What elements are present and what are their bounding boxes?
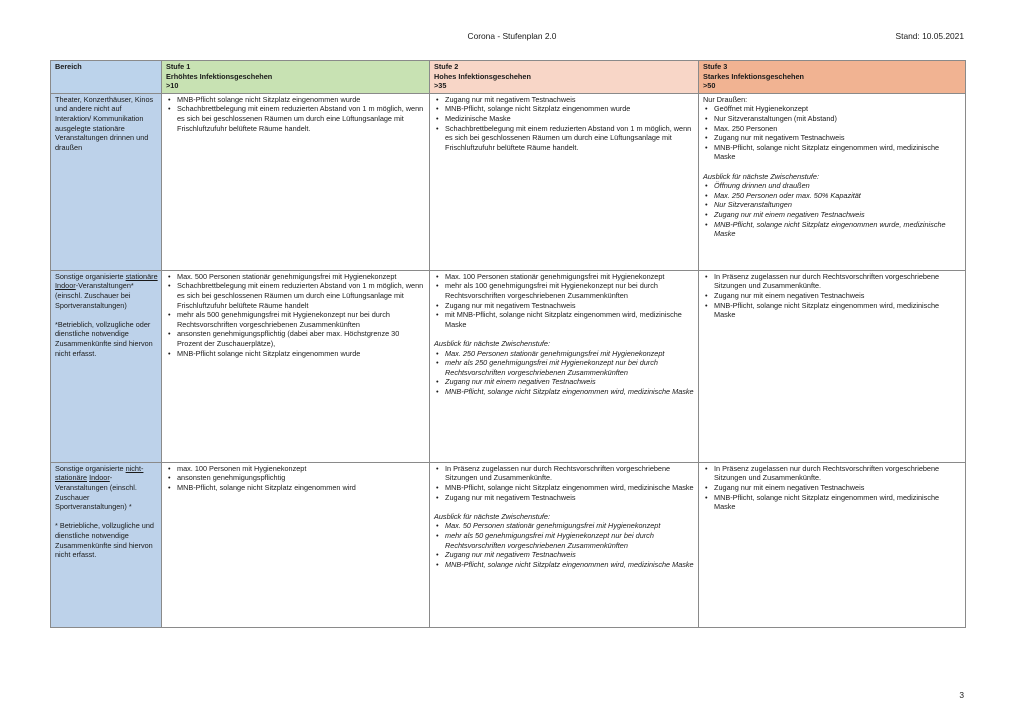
list-item: • mehr als 250 genehmigungsfrei mit Hygienekonzept nur bei durch Rechtsvorschriften vorgeschriebenen Zusammenkünften — [434, 358, 695, 377]
list-item: • ansonsten genehmigungspflichtig — [166, 473, 426, 483]
stufe-3-cell — [699, 462, 966, 627]
bullet-list — [434, 95, 695, 153]
bullet-list — [166, 272, 426, 358]
stufe-1-description: Erhöhtes Infektionsgeschehen — [166, 71, 273, 81]
bullet-list — [434, 272, 695, 330]
list-item: • Zugang nur mit negativem Testnachweis — [434, 301, 695, 311]
outlook-list — [434, 349, 695, 397]
list-item: • Medizinische Maske — [434, 114, 695, 124]
bullet-list — [703, 272, 962, 320]
bereich-footnote: *Betrieblich, vollzugliche oder dienstliche notwendige Zusammenkünfte sind hiervon nicht erfasst. — [55, 319, 153, 358]
list-item: • max. 100 Personen mit Hygienekonzept — [166, 464, 426, 474]
stufe-1-threshold: >10 — [166, 81, 179, 91]
list-item: • In Präsenz zugelassen nur durch Rechtsvorschriften vorgeschriebene Sitzungen und Zusammenkünfte. — [703, 272, 962, 291]
list-item: • mehr als 50 genehmigungsfrei mit Hygienekonzept nur bei durch Rechtsvorschriften vorgeschriebenen Zusammenkünften — [434, 531, 695, 550]
bereich-text-underlined: Indoor — [89, 473, 110, 483]
bereich-text-part: Sonstige organisierte — [55, 463, 124, 473]
header-stufe-3 — [699, 61, 966, 94]
stufe-3-cell — [699, 93, 966, 270]
list-item: • MNB-Pflicht, solange nicht Sitzplatz eingenommen wird, medizinische Maske — [703, 493, 962, 512]
list-item: • MNB-Pflicht solange nicht Sitzplatz eingenommen wurde — [166, 95, 426, 105]
list-item: • MNB-Pflicht, solange nicht Sitzplatz eingenommen wird — [166, 483, 426, 493]
list-item: • Schachbrettbelegung mit einem reduzierten Abstand von 1 m möglich, wenn es sich bei geschlossenen Räumen um durch eine Lüftungsanlage mit Frischluftzufuhr belüftete Räume handelt. — [166, 104, 426, 133]
outlook-title: Ausblick für nächste Zwischenstufe: — [703, 171, 819, 181]
stufe-3-description: Starkes Infektionsgeschehen — [703, 71, 804, 81]
list-item: • In Präsenz zugelassen nur durch Rechtsvorschriften vorgeschriebene Sitzungen und Zusammenkünfte. — [434, 464, 695, 483]
stufe-1-label: Stufe 1 — [166, 62, 191, 71]
bereich-text — [55, 272, 158, 310]
list-item: • Max. 500 Personen stationär genehmigungsfrei mit Hygienekonzept — [166, 272, 426, 282]
document-date: Stand: 10.05.2021 — [895, 31, 964, 41]
list-item: • MNB-Pflicht, solange nicht Sitzplatz eingenommen wird, medizinische Maske — [434, 560, 695, 570]
outlook-title: Ausblick für nächste Zwischenstufe: — [434, 338, 550, 348]
list-item: • Zugang nur mit einem negativen Testnachweis — [434, 377, 695, 387]
bullet-list — [703, 464, 962, 512]
intro-text: Nur Draußen: — [703, 94, 748, 104]
stufe-3-label: Stufe 3 — [703, 62, 728, 71]
list-item: • Schachbrettbelegung mit einem reduzierten Abstand von 1 m möglich, wenn es sich bei geschlossenen Räumen um durch eine Lüftungsanlage mit Frischluftzufuhr belüftete Räume handelt — [166, 281, 426, 310]
bereich-cell — [51, 270, 162, 462]
list-item: • MNB-Pflicht, solange nicht Sitzplatz eingenommen wird, medizinische Maske — [434, 387, 695, 397]
list-item: • MNB-Pflicht, solange nicht Sitzplatz eingenommen wurde, medizinische Maske — [703, 220, 962, 239]
list-item: • mehr als 100 genehmigungsfrei mit Hygienekonzept nur bei durch Rechtsvorschriften vorgeschriebenen Zusammenkünften — [434, 281, 695, 300]
bullet-list — [703, 104, 962, 162]
stufe-3-cell — [699, 270, 966, 462]
header-stufe-1 — [162, 61, 430, 94]
list-item: • Nur Sitzveranstaltungen (mit Abstand) — [703, 114, 962, 124]
list-item: • MNB-Pflicht solange nicht Sitzplatz eingenommen wurde — [166, 349, 426, 359]
list-item: • MNB-Pflicht, solange nicht Sitzplatz eingenommen wurde — [434, 104, 695, 114]
bereich-text-part: -Veranstaltungen (einschl. Zuschauer Sportveranstaltungen) * — [55, 473, 137, 512]
header-bereich: Bereich — [51, 61, 162, 94]
list-item: • Öffnung drinnen und draußen — [703, 181, 962, 191]
bereich-text-part: Sonstige organisierte — [55, 271, 124, 281]
stufe-2-description: Hohes Infektionsgeschehen — [434, 71, 531, 81]
list-item: • ansonsten genehmigungspflichtig (dabei aber max. Höchstgrenze 30 Prozent der Zuschauerplätze), — [166, 329, 426, 348]
stufe-1-cell — [162, 462, 430, 627]
list-item: • Max. 50 Personen stationär genehmigungsfrei mit Hygienekonzept — [434, 521, 695, 531]
bereich-cell — [51, 462, 162, 627]
stufe-2-cell — [430, 270, 699, 462]
list-item: • Zugang nur mit einem negativen Testnachweis — [703, 483, 962, 493]
table-row — [51, 462, 966, 627]
bereich-footnote: * Betriebliche, vollzugliche und dienstliche notwendige Zusammenkünfte sind hiervon nicht erfasst. — [55, 521, 154, 560]
list-item: • Zugang nur mit negativem Testnachweis — [434, 493, 695, 503]
list-item: • Max. 250 Personen stationär genehmigungsfrei mit Hygienekonzept — [434, 349, 695, 359]
outlook-list — [434, 521, 695, 569]
table-header-row — [51, 61, 966, 94]
header-stufe-2 — [430, 61, 699, 94]
list-item: • Nur Sitzveranstaltungen — [703, 200, 962, 210]
table-row — [51, 93, 966, 270]
list-item: • Max. 250 Personen — [703, 124, 962, 134]
list-item: • Zugang nur mit negativem Testnachweis — [703, 133, 962, 143]
stufe-2-cell — [430, 462, 699, 627]
outlook-list — [703, 181, 962, 239]
stufe-2-label: Stufe 2 — [434, 62, 459, 71]
bereich-text-underlined: Indoor — [55, 281, 76, 291]
table-row — [51, 270, 966, 462]
list-item: • MNB-Pflicht, solange nicht Sitzplatz eingenommen wird, medizinische Maske — [703, 301, 962, 320]
list-item: • Zugang nur mit einem negativen Testnachweis — [703, 291, 962, 301]
stufenplan-table — [50, 60, 966, 628]
bereich-text-underlined: stationäre — [125, 271, 158, 281]
stufe-1-cell — [162, 270, 430, 462]
page-number: 3 — [959, 690, 964, 700]
list-item: • Schachbrettbelegung mit einem reduzierten Abstand von 1 m möglich, wenn es sich bei geschlossenen Räumen um durch eine Lüftungsanlage mit Frischluftzufuhr belüftete Räume handelt. — [434, 124, 695, 153]
list-item: • Zugang nur mit negativem Testnachweis — [434, 550, 695, 560]
outlook-title: Ausblick für nächste Zwischenstufe: — [434, 511, 550, 521]
list-item: • Geöffnet mit Hygienekonzept — [703, 104, 962, 114]
document-title: Corona - Stufenplan 2.0 — [467, 31, 557, 41]
list-item: • MNB-Pflicht, solange nicht Sitzplatz eingenommen wird, medizinische Maske — [703, 143, 962, 162]
bullet-list — [434, 464, 695, 502]
list-item: • Zugang nur mit einem negativen Testnachweis — [703, 210, 962, 220]
list-item: • mit MNB-Pflicht, solange nicht Sitzplatz eingenommen wird, medizinische Maske — [434, 310, 695, 329]
list-item: • Max. 100 Personen stationär genehmigungsfrei mit Hygienekonzept — [434, 272, 695, 282]
list-item: • Max. 250 Personen oder max. 50% Kapazität — [703, 191, 962, 201]
bereich-text-underlined: nicht-stationäre — [55, 463, 144, 483]
list-item: • In Präsenz zugelassen nur durch Rechtsvorschriften vorgeschriebene Sitzungen und Zusammenkünfte. — [703, 464, 962, 483]
stufe-1-cell — [162, 93, 430, 270]
bereich-text-part: -Veranstaltungen* (einschl. Zuschauer bei Sportveranstaltungen) — [55, 281, 134, 310]
bereich-cell: Theater, Konzerthäuser, Kinos und andere nicht auf Interaktion/ Kommunikation ausgelegte stationäre Veranstaltungen drinnen und draußen — [51, 93, 162, 270]
stufe-2-threshold: >35 — [434, 81, 447, 91]
list-item: • Zugang nur mit negativem Testnachweis — [434, 95, 695, 105]
bereich-text — [55, 464, 158, 512]
list-item: • mehr als 500 genehmigungsfrei mit Hygienekonzept nur bei durch Rechtsvorschriften vorgeschriebenen Zusammenkünften — [166, 310, 426, 329]
stufe-2-cell — [430, 93, 699, 270]
bullet-list — [166, 464, 426, 493]
stufe-3-threshold: >50 — [703, 81, 716, 91]
bullet-list — [166, 95, 426, 133]
list-item: • MNB-Pflicht, solange nicht Sitzplatz eingenommen wird, medizinische Maske — [434, 483, 695, 493]
